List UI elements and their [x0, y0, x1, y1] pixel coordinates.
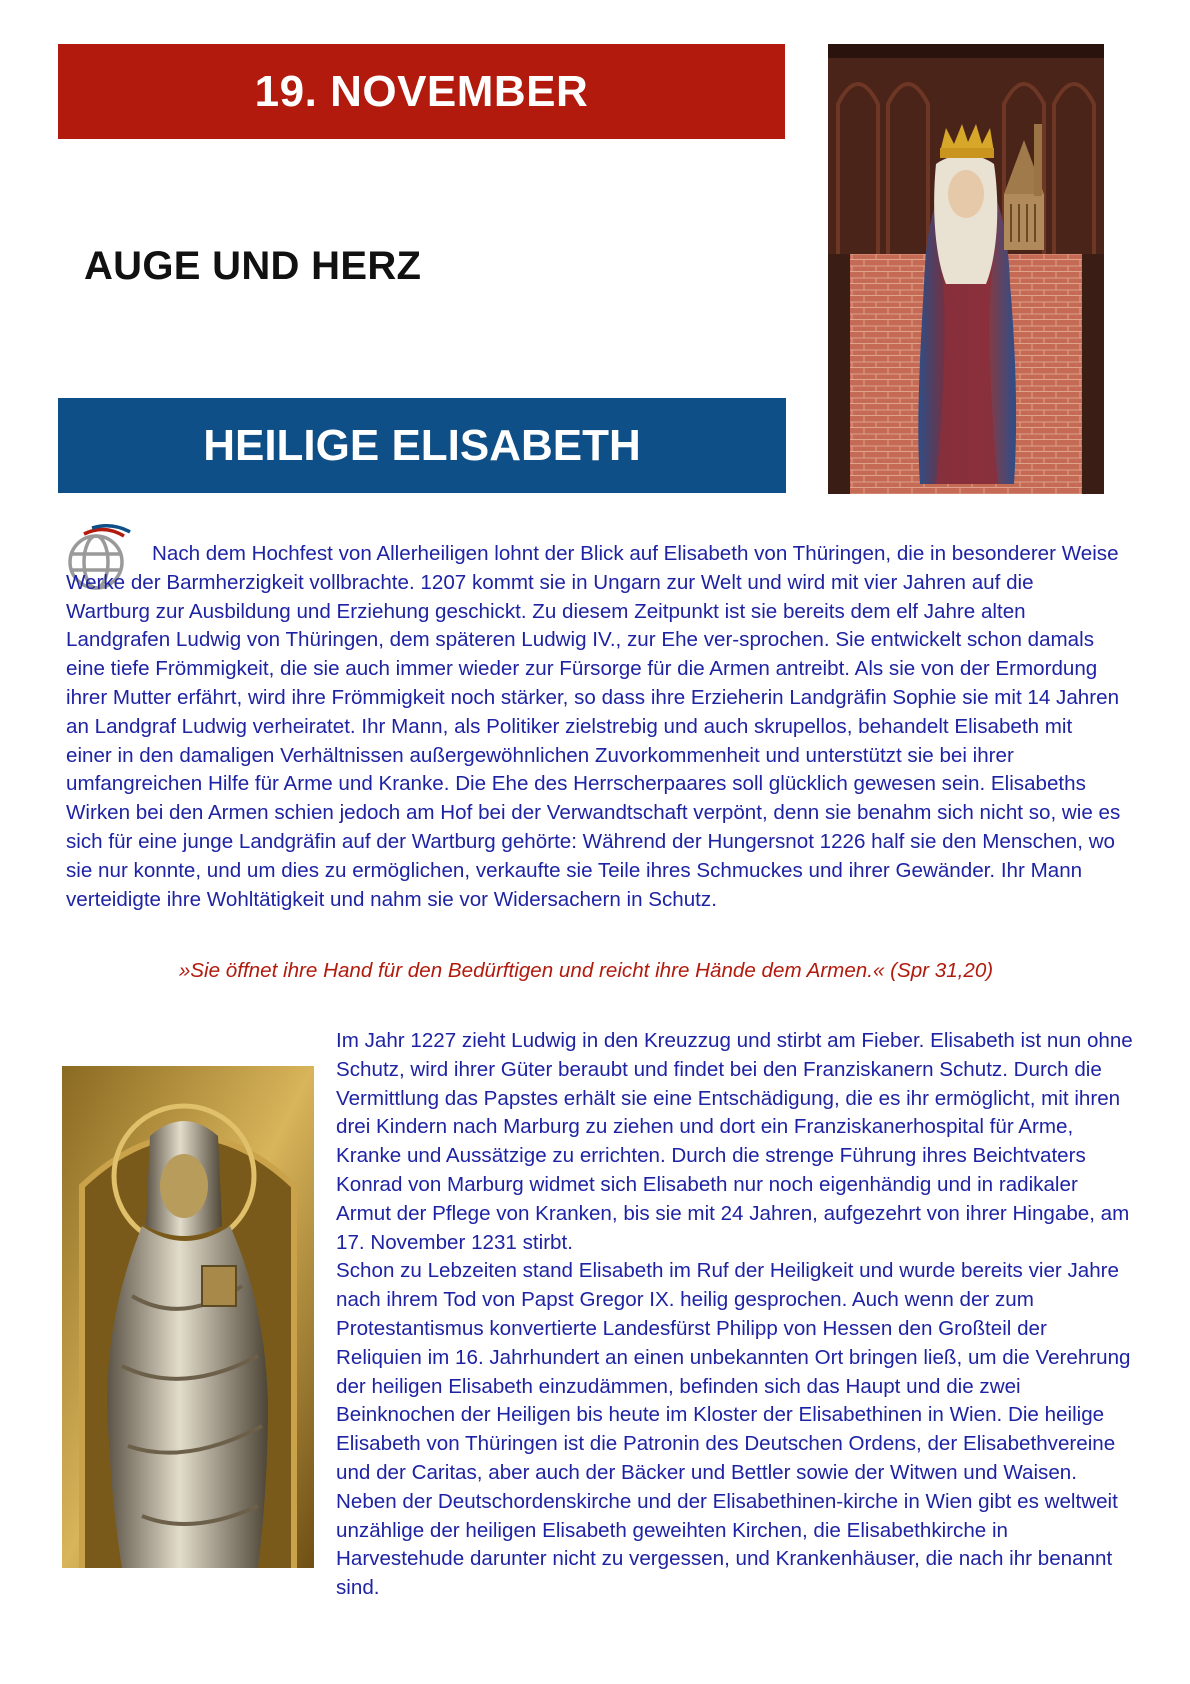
subtitle-heading: AUGE UND HERZ [84, 244, 422, 288]
body-paragraph-2a: Im Jahr 1227 zieht Ludwig in den Kreuzzug und stirbt am Fieber. Elisabeth ist nun ohne Schutz, wird ihrer Güter beraubt und findet bei den Franziskanern Schutz. Durch die Vermittlung das Papstes erhält sie eine Entschädigung, die es ihr ermöglicht, mit ihren drei Kindern nach Marburg zu ziehen und dort ein Franziskanerhospital für Arme, Kranke und Aussätzige zu errichten. Durch die strenge Führung ihres Beichtvaters Konrad von Marburg widmet sich Elisabeth nur noch eigenhändig und in radikaler Armut der Pflege von Kranken, bis sie mit 24 Jahren, aufgezehrt von ihrer Hingabe, am 17. November 1231 stirbt. [336, 1029, 1133, 1254]
relief-illustration [62, 1066, 314, 1568]
statue-illustration [828, 44, 1104, 494]
body-paragraph-2 [336, 1027, 1136, 1603]
statue-image [828, 44, 1104, 494]
bible-quote: »Sie öffnet ihre Hand für den Bedürftigen und reicht ihre Hände dem Armen.« (Spr 31,20) [178, 959, 994, 982]
date-banner [58, 44, 785, 139]
body-paragraph-1: Nach dem Hochfest von Allerheiligen lohnt der Blick auf Elisabeth von Thüringen, die in besonderer Weise Werke der Barmherzigkeit vollbrachte. 1207 kommt sie in Ungarn zur Welt und wird mit vier Jahren auf die Wartburg zur Ausbildung und Erziehung geschickt. Zu diesem Zeitpunkt ist sie bereits dem elf Jahre alten Landgrafen Ludwig von Thüringen, dem späteren Ludwig IV., zur Ehe ver-sprochen. Sie entwickelt schon damals eine tiefe Frömmigkeit, die sie auch immer wieder zur Fürsorge für die Armen antreibt. Als sie von der Ermordung ihrer Mutter erfährt, wird ihre Frömmigkeit noch stärker, so dass ihre Erzieherin Landgräfin Sophie sie mit 14 Jahren an Landgraf Ludwig verheiratet. Ihr Mann, als Politiker zielstrebig und auch skrupellos, behandelt Elisabeth mit einer in den damaligen Verhältnissen außergewöhnlichen Zuvorkommenheit und unterstützt sie bei ihrer umfangreichen Hilfe für Arme und Kranke. Die Ehe des Herrscherpaares soll glücklich gewesen sein. Elisabeths Wirken bei den Armen schien jedoch am Hof bei der Verwandtschaft verpönt, denn sie benahm sich nicht so, wie es sich für eine junge Landgräfin auf der Wartburg gehörte: Während der Hungersnot 1226 half sie den Menschen, wo sie nur konnte, und um dies zu ermöglichen, verkaufte sie Teile ihres Schmuckes und ihrer Gewänder. Ihr Mann verteidigte ihre Wohltätigkeit und nahm sie vor Widersachern in Schutz. [66, 542, 1121, 911]
date-heading: 19. NOVEMBER [254, 66, 589, 116]
relief-image [62, 1066, 314, 1568]
title-banner [58, 398, 786, 493]
body-paragraph-2b: Schon zu Lebzeiten stand Elisabeth im Ruf der Heiligkeit und wurde bereits vier Jahre nach ihrem Tod von Papst Gregor IX. heilig gesprochen. Auch wenn der zum Protestantismus konvertierte Landesfürst Philipp von Hessen den Großteil der Reliquien im 16. Jahrhundert an einen unbekannten Ort bringen ließ, um die Verehrung der heiligen Elisabeth einzudämmen, befinden sich das Haupt und die zwei Beinknochen der Heiligen bis heute im Kloster der Elisabethinen in Wien. Die heilige Elisabeth von Thüringen ist die Patronin des Deutschen Ordens, der Elisabethvereine und der Caritas, aber auch der Bäcker und Bettler sowie der Witwen und Waisen. Neben der Deutschordenskirche und der Elisabethinen-kirche in Wien gibt es weltweit unzählige der heiligen Elisabeth geweihten Kirchen, die Elisabethkirche in Harvestehude darunter nicht zu vergessen, und Krankenhäuser, die nach ihr benannt sind. [336, 1259, 1131, 1600]
page-title: HEILIGE ELISABETH [203, 420, 641, 470]
